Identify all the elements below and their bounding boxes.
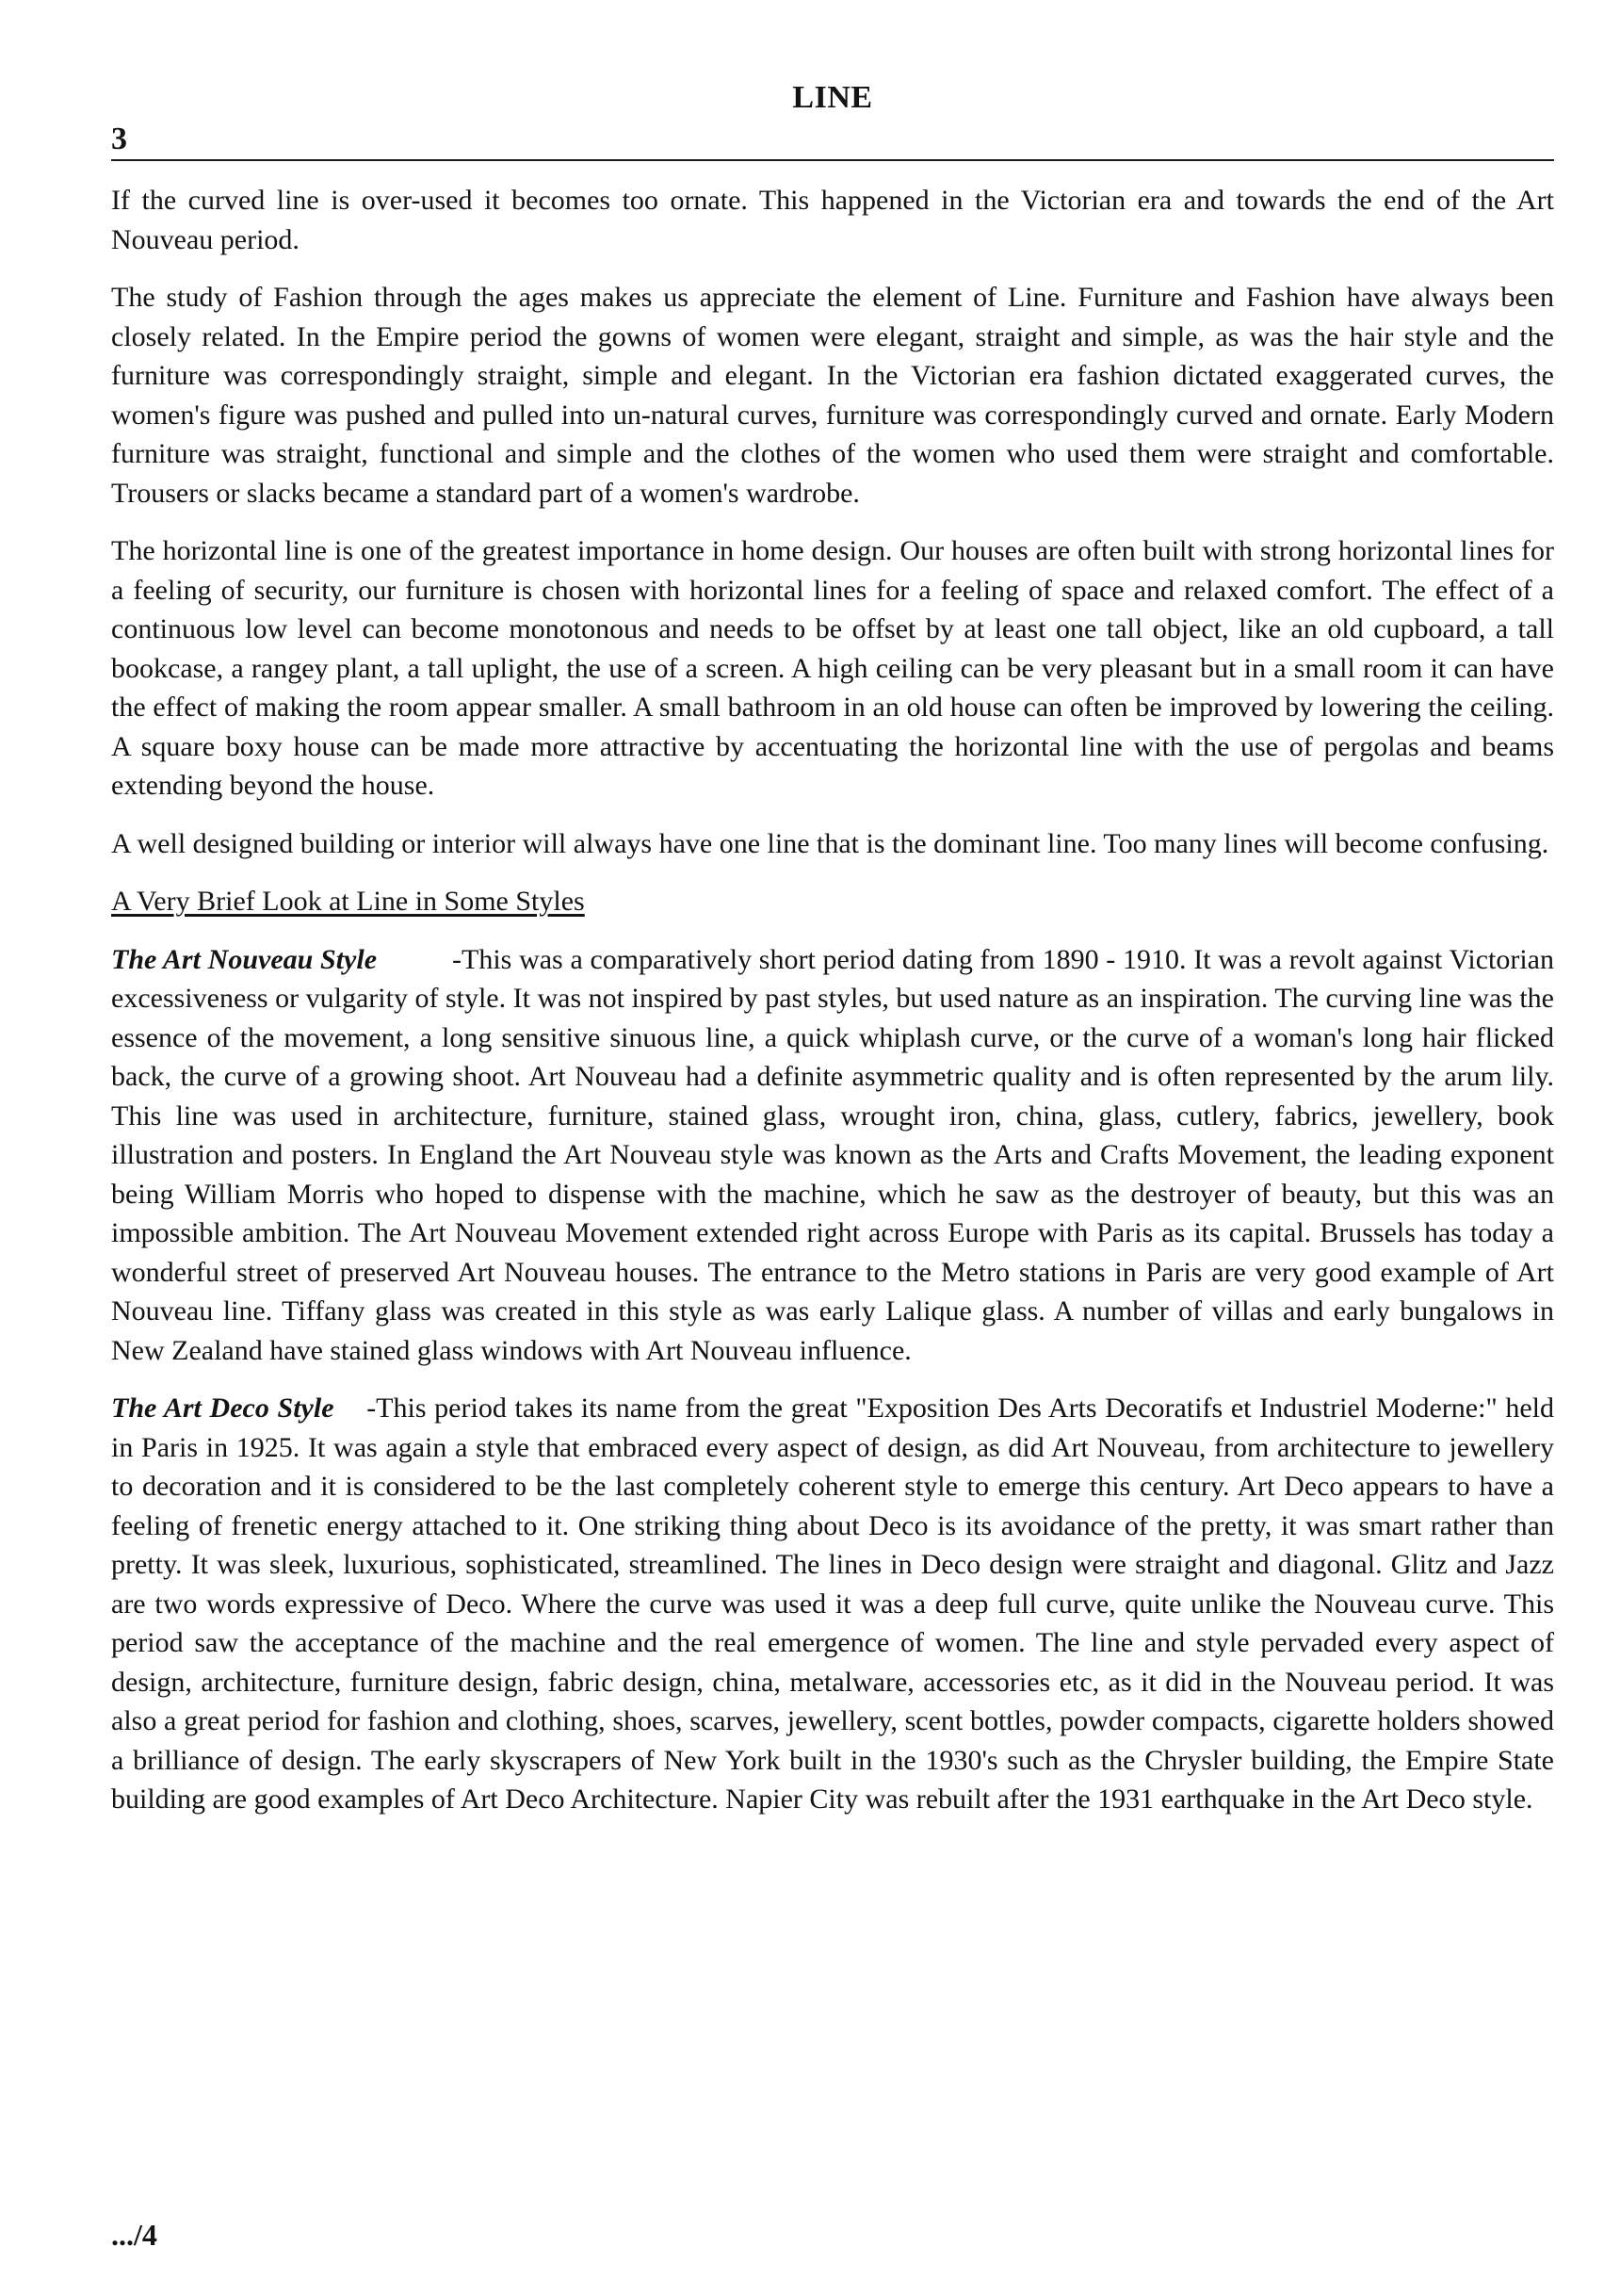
art-nouveau-style-name: The Art Nouveau Style [111, 943, 378, 975]
header-rule [111, 159, 1554, 161]
art-deco-paragraph [111, 1389, 1554, 1819]
art-deco-text: -This period takes its name from the great "Exposition Des Arts Decoratifs et Industriel Moderne:" held in Paris in 1925. It was again a style that embraced every aspect of design, as did Art Nouveau, from architecture to jewellery to decoration and it is considered to be the last completely coherent style to emerge this century. Art Deco appears to have a feeling of frenetic energy attached to it. One striking thing about Deco is its avoidance of the pretty, it was smart rather than pretty. It was sleek, luxurious, sophisticated, streamlined. The lines in Deco design were straight and diagonal. Glitz and Jazz are two words expressive of Deco. Where the curve was used it was a deep full curve, quite unlike the Nouveau curve. This period saw the acceptance of the machine and the real emergence of women. The line and style pervaded every aspect of design, architecture, furniture design, fabric design, china, metalware, accessories etc, as it did in the Nouveau period. It was also a great period for fashion and clothing, shoes, scarves, jewellery, scent bottles, powder compacts, cigarette holders showed a brilliance of design. The early skyscrapers of New York built in the 1930's such as the Chrysler building, the Empire State building are good examples of Art Deco Architecture. Napier City was rebuilt after the 1931 earthquake in the Art Deco style. [111, 1392, 1555, 1815]
page-number: 3 [111, 122, 127, 156]
section-heading: A Very Brief Look at Line in Some Styles [111, 886, 585, 917]
page-title: LINE [792, 80, 873, 115]
art-nouveau-text: -This was a comparatively short period dating from 1890 - 1910. It was a revolt against Victorian excessiveness or vulgarity of style. It was not inspired by past styles, but used nature as an inspiration. The curving line was the essence of the movement, a long sensitive sinuous line, a quick whiplash curve, or the curve of a woman's long hair flicked back, the curve of a growing shoot. Art Nouveau had a definite asymmetric quality and is often represented by the arum lily. This line was used in architecture, furniture, stained glass, wrought iron, china, glass, cutlery, fabrics, jewellery, book illustration and posters. In England the Art Nouveau style was known as the Arts and Crafts Movement, the leading exponent being William Morris who hoped to dispense with the machine, which he saw as the destroyer of beauty, but this was an impossible ambition. The Art Nouveau Movement extended right across Europe with Paris as its capital. Brussels has today a wonderful street of preserved Art Nouveau houses. The entrance to the Metro stations in Paris are very good example of Art Nouveau line. Tiffany glass was created in this style as was early Lalique glass. A number of villas and early bungalows in New Zealand have stained glass windows with Art Nouveau influence. [111, 943, 1554, 1366]
paragraph-dominant-line: A well designed building or interior will always have one line that is the dominant line. Too many lines will become confusing. [111, 827, 1549, 859]
paragraph-curved-line: If the curved line is over-used it becomes too ornate. This happened in the Victorian era and towards the end of the Art Nouveau period. [111, 185, 1554, 255]
paragraph-horizontal-line: The horizontal line is one of the greatest importance in home design. Our houses are often built with strong horizontal lines for a feeling of security, our furniture is chosen with horizontal lines for a feeling of space and relaxed comfort. The effect of a continuous low level can become monotonous and needs to be offset by at least one tall object, like an old cupboard, a tall bookcase, a rangey plant, a tall uplight, the use of a screen. A high ceiling can be very pleasant but in a small room it can have the effect of making the room appear smaller. A small bathroom in an old house can often be improved by lowering the ceiling. A square boxy house can be made more attractive by accentuating the horizontal line with the use of pergolas and beams extending beyond the house. [111, 535, 1554, 801]
paragraph-fashion: The study of Fashion through the ages makes us appreciate the element of Line. Furniture and Fashion have always been closely related. In the Empire period the gowns of women were elegant, straight and simple, as was the hair style and the furniture was correspondingly straight, simple and elegant. In the Victorian era fashion dictated exaggerated curves, the women's figure was pushed and pulled into un-natural curves, furniture was correspondingly curved and ornate. Early Modern furniture was straight, functional and simple and the clothes of the women who used them were straight and comfortable. Trousers or slacks became a standard part of a women's wardrobe. [111, 282, 1554, 509]
body-text [111, 181, 1554, 1838]
art-deco-style-name: The Art Deco Style [111, 1392, 334, 1424]
document-page [111, 0, 1554, 2296]
art-nouveau-paragraph [111, 940, 1554, 1371]
continuation-marker: .../4 [111, 2218, 157, 2252]
